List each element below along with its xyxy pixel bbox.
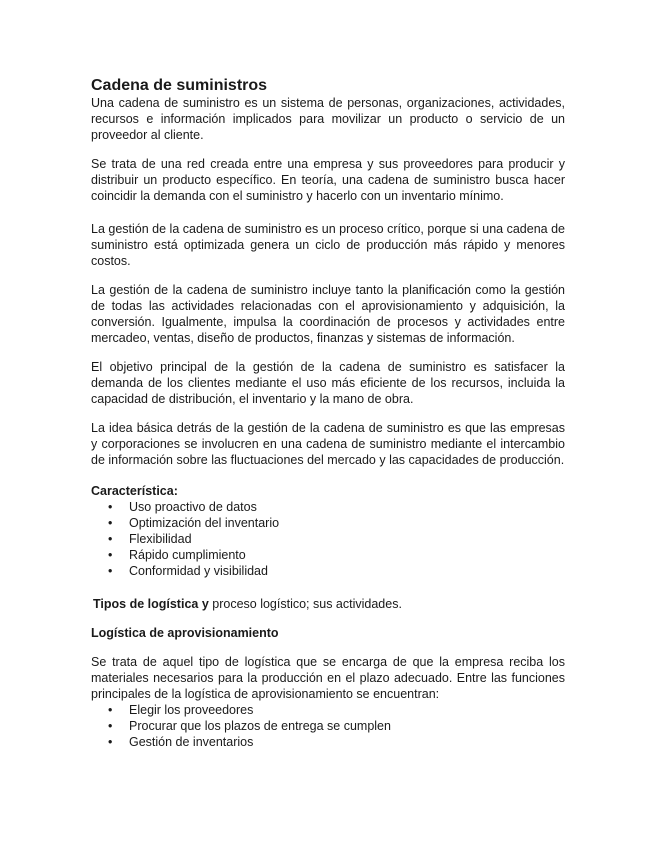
- caracteristica-heading: Característica:: [91, 484, 178, 498]
- list-item: • Rápido cumplimiento: [108, 548, 246, 562]
- list-item: • Flexibilidad: [108, 532, 192, 546]
- paragraph-idea-basica: La idea básica detrás de la gestión de la cadena de suministro es que las empresas y corporaciones se involucren en una cadena de suministro mediante el intercambio de información sobre las fluctuaciones del mercado y las capacidades de producción.: [91, 421, 565, 467]
- caracteristicas-list: [91, 499, 565, 579]
- bullet-icon: •: [108, 564, 113, 578]
- tipos-logistica-line: [91, 596, 565, 612]
- funciones-list: [91, 702, 565, 750]
- list-item: • Uso proactivo de datos: [108, 500, 257, 514]
- list-item: • Gestión de inventarios: [108, 735, 254, 749]
- bullet-icon: •: [108, 548, 113, 562]
- paragraph-red: Se trata de una red creada entre una empresa y sus proveedores para producir y distribuir un producto específico. En teoría, una cadena de suministro busca hacer coincidir la demanda con el suministro y hacerlo con un inventario mínimo.: [91, 157, 565, 203]
- logistica-heading: Logística de aprovisionamiento: [91, 626, 279, 640]
- list-item: • Optimización del inventario: [108, 516, 280, 530]
- bullet-icon: •: [108, 735, 113, 749]
- paragraph-objetivo: El objetivo principal de la gestión de la cadena de suministro es satisfacer la demanda de los clientes mediante el uso más eficiente de los recursos, incluida la capacidad de distribución, el inventario y la mano de obra.: [91, 360, 565, 406]
- paragraph-gestion-incluye: La gestión de la cadena de suministro incluye tanto la planificación como la gestión de todas las actividades relacionadas con el aprovisionamiento y adquisición, la conversión. Igualmente, impulsa la coordinación de procesos y actividades entre mercadeo, ventas, diseño de productos, finanzas y sistemas de información.: [91, 283, 565, 345]
- paragraph-logistica: Se trata de aquel tipo de logística que se encarga de que la empresa reciba los materiales necesarios para la producción en el plazo adecuado. Entre las funciones principales de la logística de aprovisionamiento se encuentran:: [91, 655, 565, 701]
- paragraph-gestion-critica: La gestión de la cadena de suministro es un proceso crítico, porque si una cadena de suministro está optimizada genera un ciclo de producción más rápido y menores costos.: [91, 222, 565, 268]
- list-item: • Elegir los proveedores: [108, 703, 254, 717]
- paragraph-definition: Una cadena de suministro es un sistema de personas, organizaciones, actividades, recursos e información implicados para movilizar un producto o servicio de un proveedor al cliente.: [91, 96, 565, 142]
- list-item: • Conformidad y visibilidad: [108, 564, 268, 578]
- bullet-icon: •: [108, 532, 113, 546]
- bullet-icon: •: [108, 703, 113, 717]
- bullet-icon: •: [108, 500, 113, 514]
- tipos-bold-text: Tipos de logística y: [93, 597, 209, 611]
- document-title: Cadena de suministros: [91, 77, 268, 94]
- list-item: • Procurar que los plazos de entrega se cumplen: [108, 719, 391, 733]
- tipos-rest-text: proceso logístico; sus actividades.: [208, 597, 402, 611]
- bullet-icon: •: [108, 516, 113, 530]
- bullet-icon: •: [108, 719, 113, 733]
